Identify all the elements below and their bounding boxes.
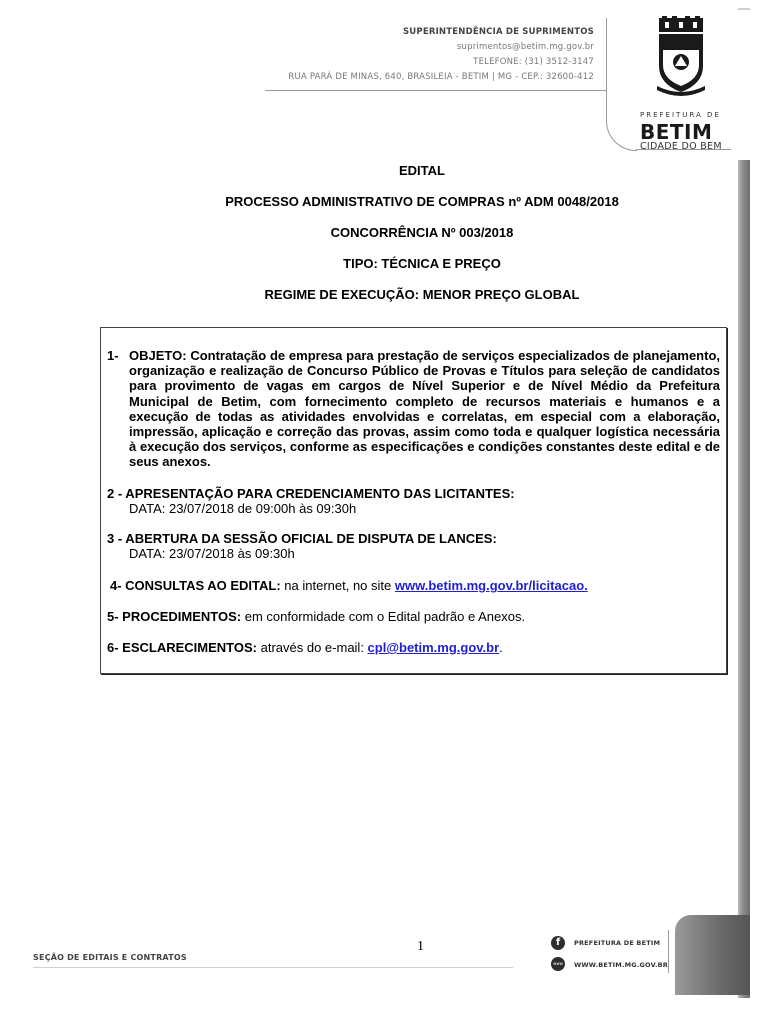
item-abertura — [107, 531, 720, 561]
org-title: SUPERINTENDÊNCIA DE SUPRIMENTOS — [402, 27, 594, 37]
doc-title-concorrencia: CONCORRÊNCIA Nº 003/2018 — [330, 225, 514, 240]
page-number: 1 — [417, 939, 424, 954]
coat-of-arms-icon — [655, 16, 707, 96]
item-abertura-label: 3 - ABERTURA DA SESSÃO OFICIAL DE DISPUTA DE LANCES: — [107, 531, 497, 546]
org-address: RUA PARÁ DE MINAS, 640, BRASILEIA - BETIM | MG - CEP.: 32600-412 — [288, 72, 594, 82]
header-divider — [265, 90, 606, 91]
logo-betim: BETIM — [640, 120, 713, 144]
item-objeto — [107, 348, 720, 470]
email-link[interactable]: cpl@betim.mg.gov.br — [367, 640, 500, 655]
item-procedimentos — [107, 609, 720, 624]
item-abertura-data: DATA: 23/07/2018 às 09:30h — [129, 546, 295, 562]
footer-divider — [33, 967, 513, 968]
header-divider-vertical — [606, 18, 607, 90]
doc-title-tipo: TIPO: TÉCNICA E PREÇO — [343, 256, 501, 271]
item-procedimentos-text: em conformidade com o Edital padrão e Anexos. — [241, 609, 526, 624]
logo-cidade: CIDADE DO BEM — [640, 141, 722, 152]
item-apresentacao-data: DATA: 23/07/2018 de 09:00h às 09:30h — [129, 501, 357, 517]
footer-section: SEÇÃO DE EDITAIS E CONTRATOS — [33, 953, 187, 962]
footer-facebook[interactable]: PREFEITURA DE BETIM — [574, 939, 661, 947]
doc-title-processo: PROCESSO ADMINISTRATIVO DE COMPRAS nº ADM 0048/2018 — [225, 194, 619, 209]
footer-website[interactable]: WWW.BETIM.MG.GOV.BR — [574, 961, 669, 969]
doc-title-edital: EDITAL — [399, 163, 445, 178]
globe-icon[interactable]: www — [551, 957, 565, 971]
item-consultas-text: na internet, no site — [280, 578, 395, 593]
org-email: suprimentos@betim.mg.gov.br — [456, 42, 594, 52]
content-box — [100, 327, 727, 674]
item-esclarecimentos — [107, 640, 720, 655]
item-apresentacao — [107, 486, 720, 516]
footer-divider-vertical — [668, 930, 669, 973]
side-stripe-top — [738, 8, 750, 10]
item-consultas-label: 4- CONSULTAS AO EDITAL: — [110, 578, 281, 593]
header-curve — [606, 90, 637, 151]
footer-decoration — [675, 915, 750, 995]
logo-prefeitura: PREFEITURA DE — [640, 111, 721, 119]
item-apresentacao-label: 2 - APRESENTAÇÃO PARA CREDENCIAMENTO DAS LICITANTES: — [107, 486, 515, 501]
org-phone: TELEFONE: (31) 3512-3147 — [473, 57, 594, 67]
item-esclarecimentos-text: através do e-mail: — [257, 640, 368, 655]
item-objeto-text: OBJETO: Contratação de empresa para prestação de serviços especializados de planejamento, organização e realização de Concurso Público de Provas e Títulos para seleção de candidatos para provimento de vagas em cargos de Nível Superior e de Nível Médio da Prefeitura Municipal de Betim, com fornecimento completo de recursos materiais e humanos e a execução de todas as atividades envolvidas e correlatas, em especial com a elaboração, impressão, aplicação e correção das provas, assim como toda e qualquer logística necessária à execução dos serviços, conforme as especificações e condições constantes deste edital e de seus anexos. — [129, 348, 720, 470]
item-esclarecimentos-end: . — [499, 640, 503, 655]
item-consultas — [110, 578, 723, 593]
betim-logo — [640, 16, 730, 152]
side-stripe — [738, 160, 750, 998]
facebook-icon[interactable]: f — [551, 936, 565, 950]
item-objeto-number: 1- — [107, 348, 119, 363]
item-procedimentos-label: 5- PROCEDIMENTOS: — [107, 609, 242, 624]
consultas-link[interactable]: www.betim.mg.gov.br/licitacao. — [394, 578, 588, 593]
doc-title-regime: REGIME DE EXECUÇÃO: MENOR PREÇO GLOBAL — [264, 287, 580, 302]
item-esclarecimentos-label: 6- ESCLARECIMENTOS: — [107, 640, 257, 655]
